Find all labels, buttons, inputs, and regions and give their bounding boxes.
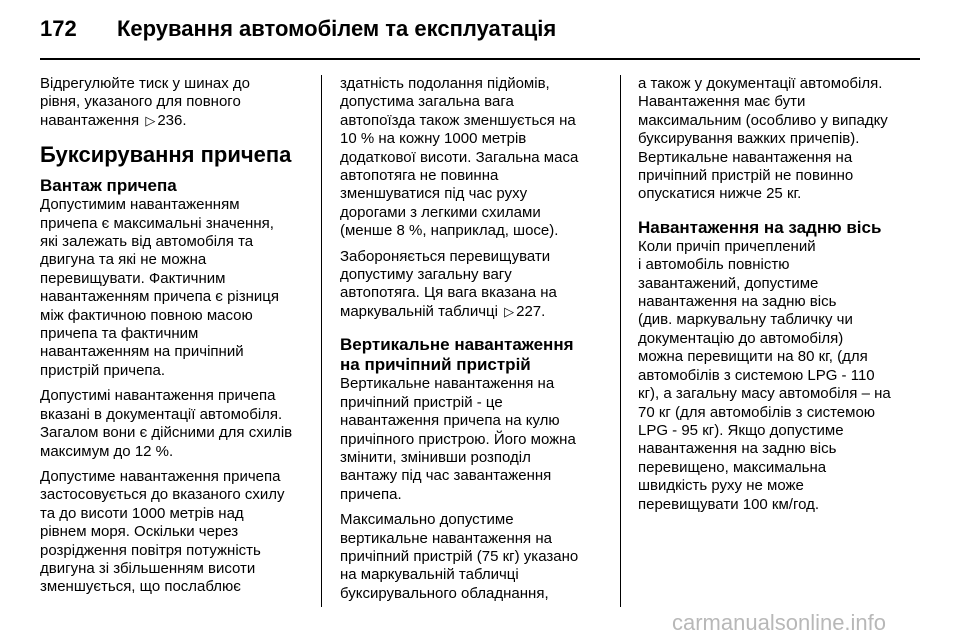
text-line: можна перевищити на 80 кг, (для — [638, 348, 868, 366]
text-line: між фактичною повною масою — [40, 306, 253, 324]
text-line: причепа. — [340, 485, 402, 503]
text-line: автопоїзда також зменшується на — [340, 111, 576, 129]
text-line: 10 % на кожну 1000 метрів — [340, 130, 527, 148]
text-line: Допустимі навантаження причепа — [40, 387, 276, 405]
text-line: Загалом вони є дійсними для схилів — [40, 424, 293, 442]
text-line: Відрегулюйте тиск у шинах до — [40, 75, 250, 92]
text-line: опускатися нижче 25 кг. — [638, 185, 802, 203]
text-line: буксирування важких причепів). — [638, 130, 860, 148]
text-line: дорогами з легкими схилами — [340, 203, 541, 221]
text-line: зменшуватися під час руху — [340, 185, 528, 203]
ref-prefix: маркувальній табличці — [340, 302, 498, 320]
paragraph — [40, 75, 308, 130]
text-line: пристрій причепа. — [40, 361, 166, 379]
text-line: автопотяга. Ця вага вказана на — [340, 284, 557, 302]
paragraph — [340, 511, 608, 603]
text-line: Допустиме навантаження причепа — [40, 467, 281, 485]
text-line: документацію до автомобіля) — [638, 329, 844, 347]
heading-line: Вертикальне навантаження — [340, 335, 574, 355]
paragraph — [340, 248, 608, 322]
paragraph — [638, 238, 913, 514]
paragraph — [340, 75, 608, 241]
text-line: двигуна зі збільшенням висоти — [40, 559, 256, 577]
paragraph — [40, 387, 308, 461]
paragraph — [340, 375, 608, 504]
text-line: LPG - 95 кг). Якщо допустиме — [638, 421, 844, 439]
text-line: розрідження повітря потужність — [40, 541, 261, 559]
text-line: автопотяга не повинна — [340, 167, 499, 185]
text-line: вертикальне навантаження на — [340, 529, 552, 547]
text-line: максимальним (особливо у випадку — [638, 111, 888, 129]
page-title: Керування автомобілем та експлуатація — [117, 16, 557, 41]
page-ref[interactable]: 227. — [516, 302, 546, 320]
text-line: причіпного пристрою. Його можна — [340, 430, 576, 448]
text-line: кг), а загальну масу автомобіля – на — [638, 385, 891, 403]
header-rule — [40, 58, 920, 60]
paragraph — [638, 75, 913, 204]
text-line: навантаженням причепа є різниця — [40, 288, 280, 306]
page-header — [0, 0, 960, 56]
text-line: Забороняється перевищувати — [340, 247, 551, 265]
text-line: Максимально допустиме — [340, 511, 514, 529]
text-line: допустиму загальну вагу — [340, 266, 512, 284]
text-line: завантажений, допустиме — [638, 274, 819, 292]
column-divider-2 — [620, 75, 621, 607]
text-line: рівнем моря. Оскільки через — [40, 523, 239, 541]
text-line: змінити, змінивши розподіл — [340, 448, 531, 466]
text-line: здатність подолання підйомів, — [340, 75, 550, 92]
text-line: Вертикальне навантаження на — [638, 148, 853, 166]
text-line: швидкість руху не може — [638, 477, 804, 495]
text-line: причепа та фактичним — [40, 325, 199, 343]
subsection-heading — [340, 335, 608, 375]
text-line: причепа є максимальні значення, — [40, 214, 274, 232]
text-line: перевищувати. Фактичним — [40, 269, 226, 287]
paragraph — [40, 196, 308, 380]
text-line: перевищено, максимальна — [638, 458, 827, 476]
text-line: 70 кг (для автомобілів з системою — [638, 403, 876, 421]
page-ref-icon: ▷ — [145, 112, 156, 128]
column-2 — [340, 75, 608, 610]
text-line: причіпний пристрій не повинно — [638, 167, 854, 185]
text-line: і автомобіль повністю — [638, 256, 790, 274]
text-line: зменшується, що послаблює — [40, 578, 241, 596]
subsection-heading: Вантаж причепа — [40, 176, 177, 196]
column-1 — [40, 75, 308, 604]
text-line: автомобілів з системою LPG - 110 — [638, 366, 875, 384]
text-line: вантажу під час завантаження — [340, 467, 552, 485]
text-line: двигуна та які не можна — [40, 251, 207, 269]
text-line: навантаження на задню вісь — [638, 293, 837, 311]
section-heading: Буксирування причепа — [40, 142, 292, 168]
text-line: які залежать від автомобіля та — [40, 233, 254, 251]
page-number: 172 — [40, 16, 77, 41]
text-line — [340, 303, 608, 321]
text-line: Навантаження має бути — [638, 93, 806, 111]
text-line: Допустимим навантаженням — [40, 196, 240, 214]
text-line: максимум до 12 %. — [40, 442, 174, 460]
text-line: застосовується до вказаного схилу — [40, 486, 285, 504]
page-ref-icon: ▷ — [504, 303, 515, 319]
paragraph — [40, 468, 308, 597]
text-line — [40, 112, 308, 130]
text-line: навантаженням на причіпний — [40, 343, 244, 361]
text-line: додаткової висоти. Загальна маса — [340, 148, 579, 166]
text-line: (див. маркувальну табличку чи — [638, 311, 853, 329]
ref-prefix: навантаження — [40, 111, 140, 129]
text-line: навантаження на задню вісь — [638, 440, 837, 458]
text-line: Вертикальне навантаження на — [340, 375, 555, 393]
watermark: carmanualsonline.info — [672, 610, 887, 635]
column-3 — [638, 75, 913, 521]
text-line: навантаження причепа на кулю — [340, 412, 560, 430]
text-line: рівня, указаного для повного — [40, 93, 241, 111]
text-line: а також у документації автомобіля. — [638, 75, 883, 92]
heading-line: на причіпний пристрій — [340, 355, 531, 375]
text-line: причіпний пристрій (75 кг) указано — [340, 547, 579, 565]
subsection-heading: Навантаження на задню вісь — [638, 217, 882, 237]
text-line: буксирувального обладнання, — [340, 584, 549, 602]
text-line: причіпний пристрій - це — [340, 393, 503, 411]
text-line: допустима загальна вага — [340, 93, 514, 111]
page-ref[interactable]: 236. — [157, 111, 187, 129]
text-line: перевищувати 100 км/год. — [638, 495, 820, 513]
text-line: на маркувальній табличці — [340, 566, 519, 584]
text-line: та до висоти 1000 метрів над — [40, 504, 244, 522]
column-divider-1 — [321, 75, 322, 607]
text-line: вказані в документації автомобіля. — [40, 405, 283, 423]
text-line: (менше 8 %, наприклад, шосе). — [340, 222, 559, 240]
text-line: Коли причіп причеплений — [638, 237, 816, 255]
